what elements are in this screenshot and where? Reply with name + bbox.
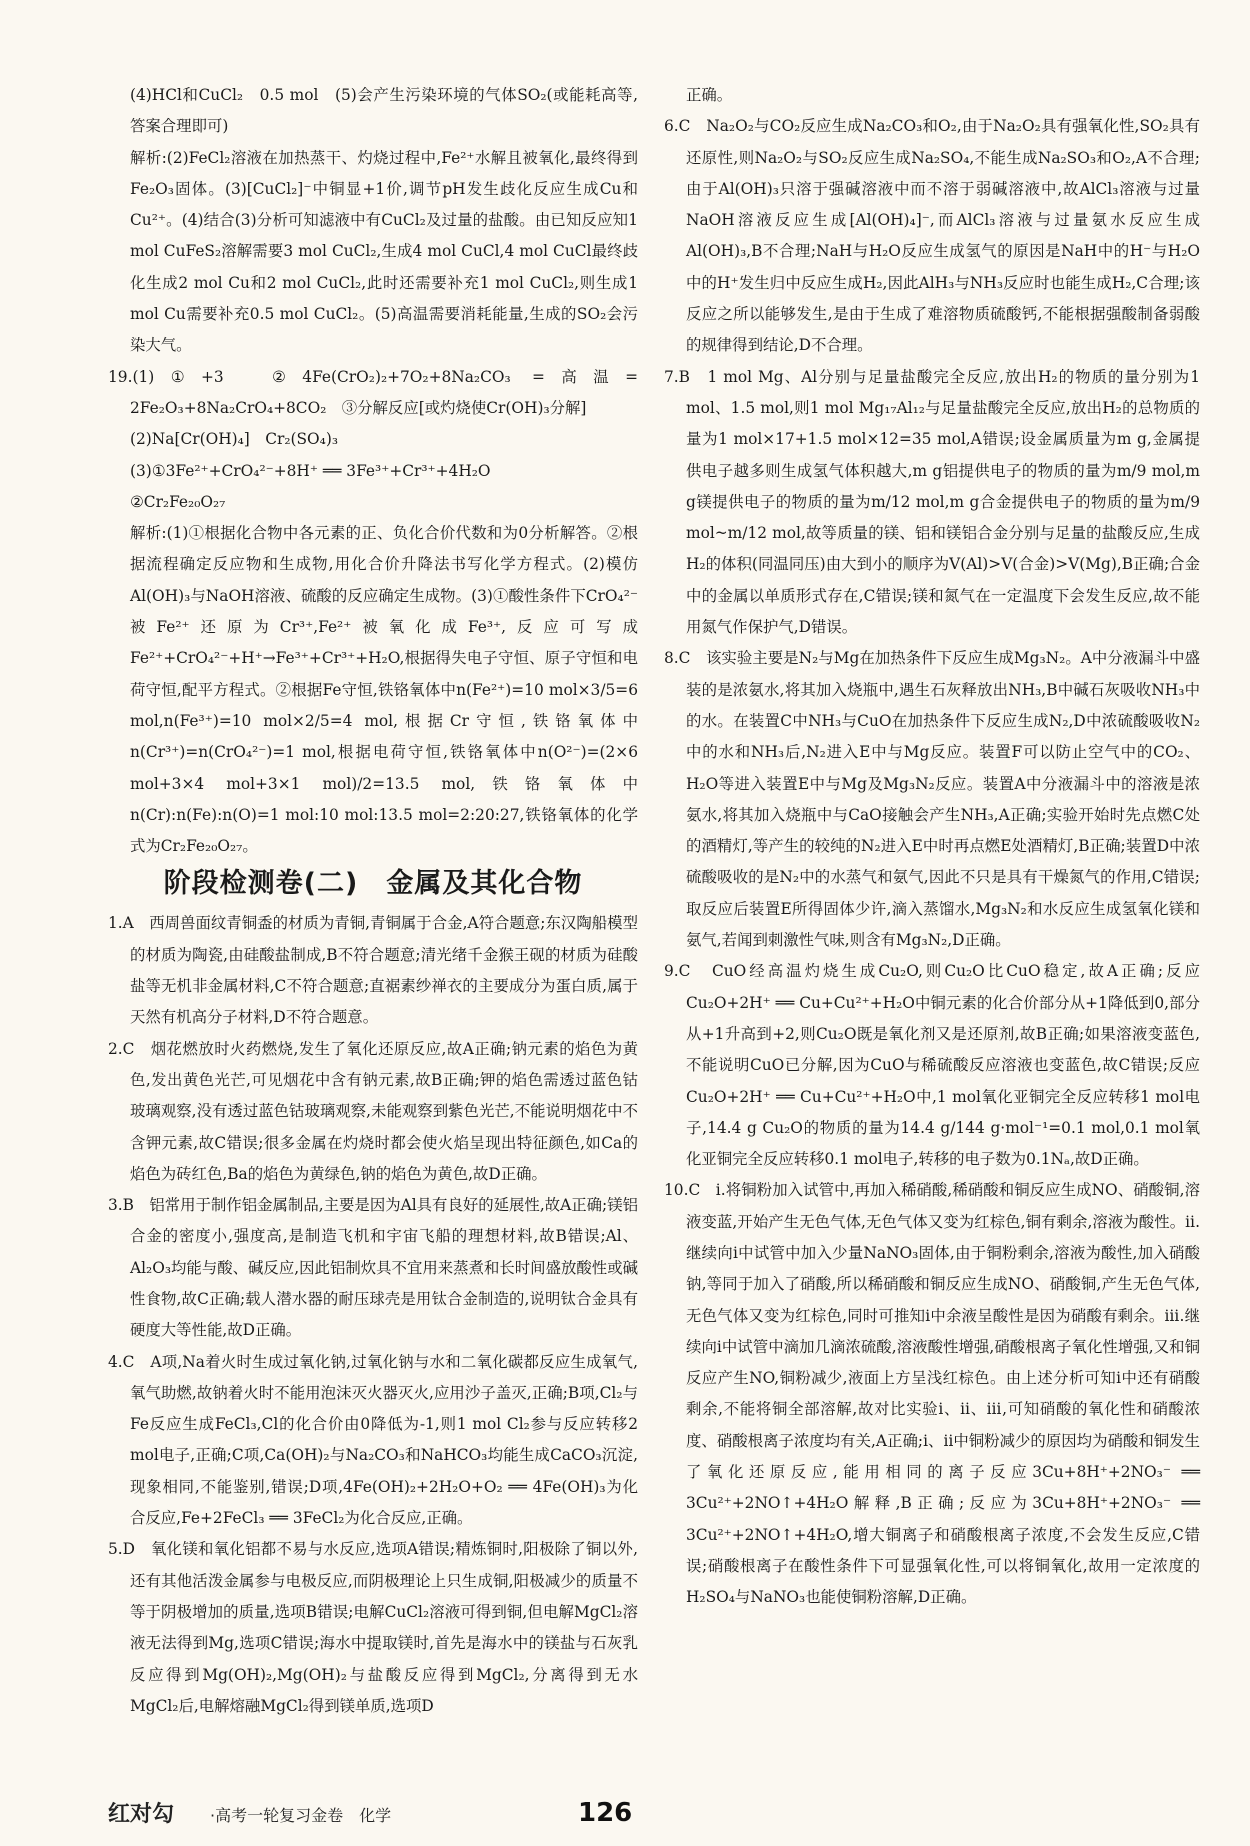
answer-paragraph: (2)Na[Cr(OH)₄] Cr₂(SO₄)₃ xyxy=(130,430,339,449)
right-column xyxy=(664,80,1205,1614)
question-6-answer: 6.C Na₂O₂与CO₂反应生成Na₂CO₃和O₂,由于Na₂O₂具有强氧化性,SO₂具有还原性,则Na₂O₂与SO₂反应生成Na₂SO₄,不能生成Na₂SO₃和O₂,A不合理;由于Al(OH)₃只溶于强碱溶液中而不溶于弱碱溶液中,故AlCl₃溶液与过量NaOH溶液反应生成[Al(OH)₄]⁻,而AlCl₃溶液与过量氨水反应生成Al(OH)₃,B不合理;NaH与H₂O反应生成氢气的原因是NaH中的H⁻与H₂O中的H⁺发生归中反应生成H₂,因此AlH₃与NH₃反应时也能生成H₂,C合理;该反应之所以能够发生,是由于生成了难溶物质硫酸钙,不能根据强酸制备弱酸的规律得到结论,D不合理。 xyxy=(664,117,1200,355)
analysis-paragraph: 解析:(1)①根据化合物中各元素的正、负化合价代数和为0分析解答。②根据流程确定反应物和生成物,用化合价升降法书写化学方程式。(2)模仿Al(OH)₃与NaOH溶液、硫酸的反应确定生成物。(3)①酸性条件下CrO₄²⁻被Fe²⁺还原为Cr³⁺,Fe²⁺被氧化成Fe³⁺,反应可写成Fe²⁺+CrO₄²⁻+H⁺→Fe³⁺+Cr³⁺+H₂O,根据得失电子守恒、原子守恒和电荷守恒,配平方程式。②根据Fe守恒,铁铬氧体中n(Fe²⁺)=10 mol×3/5=6 mol,n(Fe³⁺)=10 mol×2/5=4 mol,根据Cr守恒,铁铬氧体中n(Cr³⁺)=n(CrO₄²⁻)=1 mol,根据电荷守恒,铁铬氧体中n(O²⁻)=(2×6 mol+3×4 mol+3×1 mol)/2=13.5 mol,铁铬氧体中n(Cr):n(Fe):n(O)=1 mol:10 mol:13.5 mol=2:20:27,铁铬氧体的化学式为Cr₂Fe₂₀O₂₇。 xyxy=(130,524,643,856)
analysis-paragraph: 解析:(2)FeCl₂溶液在加热蒸干、灼烧过程中,Fe²⁺水解且被氧化,最终得到Fe₂O₃固体。(3)[CuCl₂]⁻中铜显+1价,调节pH发生歧化反应生成Cu和Cu²⁺。(4)结合(3)分析可知滤液中有CuCl₂及过量的盐酸。由已知反应知1 mol CuFeS₂溶解需要3 mol CuCl₂,生成4 mol CuCl,4 mol CuCl最终歧化生成2 mol Cu和2 mol CuCl₂,此时还需要补充1 mol CuCl₂,则生成1 mol Cu需要补充0.5 mol CuCl₂。(5)高温需要消耗能量,生成的SO₂会污染大气。 xyxy=(130,148,643,355)
page-number: 126 xyxy=(578,1798,633,1828)
question-9-answer: 9.C CuO经高温灼烧生成Cu₂O,则Cu₂O比CuO稳定,故A正确;反应Cu₂O+2H⁺ ══ Cu+Cu²⁺+H₂O中铜元素的化合价部分从+1降低到0,部分从+1升高到+2,则Cu₂O既是氧化剂又是还原剂,故B正确;如果溶液变蓝色,不能说明CuO已分解,因为CuO与稀硫酸反应溶液也变蓝色,故C错误;反应Cu₂O+2H⁺ ══ Cu+Cu²⁺+H₂O中,1 mol氧化亚铜完全反应转移1 mol电子,14.4 g Cu₂O的物质的量为14.4 g/144 g·mol⁻¹=0.1 mol,0.1 mol氧化亚铜完全反应转移0.1 mol电子,转移的电子数为0.1Nₐ,故D正确。 xyxy=(664,962,1200,1169)
left-column xyxy=(108,80,643,1722)
answer-continuation: 正确。 xyxy=(686,86,733,104)
question-3-answer: 3.B 铝常用于制作铝金属制品,主要是因为Al具有良好的延展性,故A正确;镁铝合金的密度小,强度高,是制造飞机和宇宙飞船的理想材料,故B错误;Al、Al₂O₃均能与酸、碱反应,因此铝制炊具不宜用来蒸煮和长时间盛放酸性或碱性食物,故C正确;载人潜水器的耐压球壳是用钛合金制造的,说明钛合金具有硬度大等性能,故D正确。 xyxy=(108,1196,638,1340)
page-footer xyxy=(108,1800,1200,1830)
book-title: ·高考一轮复习金卷 化学 xyxy=(210,1806,392,1825)
question-10-answer: 10.C ⅰ.将铜粉加入试管中,再加入稀硝酸,稀硝酸和铜反应生成NO、硝酸铜,溶液变蓝,开始产生无色气体,无色气体又变为红棕色,铜有剩余,溶液为酸性。ⅱ.继续向ⅰ中试管中加入少量NaNO₃固体,由于铜粉剩余,溶液为酸性,加入硝酸钠,等同于加入了硝酸,所以稀硝酸和铜反应生成NO、硝酸铜,产生无色气体,无色气体又变为红棕色,同时可推知ⅰ中余液呈酸性是因为硝酸有剩余。ⅲ.继续向ⅰ中试管中滴加几滴浓硫酸,溶液酸性增强,硝酸根离子氧化性增强,又和铜反应产生NO,铜粉减少,液面上方呈浅红棕色。由上述分析可知ⅰ中还有硝酸剩余,不能将铜全部溶解,故对比实验ⅰ、ⅱ、ⅲ,可知硝酸的氧化性和硝酸浓度、硝酸根离子浓度均有关,A正确;ⅰ、ⅱ中铜粉减少的原因均为硝酸和铜发生了氧化还原反应,能用相同的离子反应3Cu+8H⁺+2NO₃⁻ ══ 3Cu²⁺+2NO↑+4H₂O解释,B正确;反应为3Cu+8H⁺+2NO₃⁻ ══ 3Cu²⁺+2NO↑+4H₂O,增大铜离子和硝酸根离子浓度,不会发生反应,C错误;硝酸根离子在酸性条件下可显强氧化性,可以将铜氧化,故用一定浓度的H₂SO₄与NaNO₃也能使铜粉溶解,D正确。 xyxy=(664,1181,1205,1607)
answer-paragraph: (4)HCl和CuCl₂ 0.5 mol (5)会产生污染环境的气体SO₂(或能耗高等,答案合理即可) xyxy=(130,86,638,136)
brand-logo: 红对勾 xyxy=(108,1802,175,1827)
question-7-answer: 7.B 1 mol Mg、Al分别与足量盐酸完全反应,放出H₂的物质的量分别为1 mol、1.5 mol,则1 mol Mg₁₇Al₁₂与足量盐酸完全反应,放出H₂的总物质的量为1 mol×17+1.5 mol×12=35 mol,A错误;设金属质量为m g,金属提供电子越多则生成氢气体积越大,m g铝提供电子的物质的量为m/9 mol,m g镁提供电子的物质的量为m/12 mol,m g合金提供电子的物质的量为m/9 mol~m/12 mol,故等质量的镁、铝和镁铝合金分别与足量的盐酸反应,生成H₂的体积(同温同压)由大到小的顺序为V(Al)>V(合金)>V(Mg),B正确;合金中的金属以单质形式存在,C错误;镁和氮气在一定温度下会发生反应,故不能用氮气作保护气,D错误。 xyxy=(664,367,1205,637)
answer-paragraph: ②Cr₂Fe₂₀O₂₇ xyxy=(130,492,226,511)
answer-paragraph: (3)①3Fe²⁺+CrO₄²⁻+8H⁺ ══ 3Fe³⁺+Cr³⁺+4H₂O xyxy=(130,461,491,480)
question-8-answer: 8.C 该实验主要是N₂与Mg在加热条件下反应生成Mg₃N₂。A中分液漏斗中盛装的是浓氨水,将其加入烧瓶中,遇生石灰释放出NH₃,B中碱石灰吸收NH₃中的水。在装置C中NH₃与CuO在加热条件下反应生成N₂,D中浓硫酸吸收N₂中的水和NH₃后,N₂进入E中与Mg反应。装置F可以防止空气中的CO₂、H₂O等进入装置E中与Mg及Mg₃N₂反应。装置A中分液漏斗中的溶液是浓氨水,将其加入烧瓶中与CaO接触会产生NH₃,A正确;实验开始时先点燃C处的酒精灯,等产生的较纯的N₂进入E中时再点燃E处酒精灯,B正确;装置D中浓硫酸吸收的是N₂中的水蒸气和氨气,因此不只是具有干燥氮气的作用,C错误;取反应后装置E所得固体少许,滴入蒸馏水,Mg₃N₂和水反应生成氢氧化镁和氨气,若闻到刺激性气味,则含有Mg₃N₂,D正确。 xyxy=(664,649,1200,950)
section-title: 阶段检测卷(二) 金属及其化合物 xyxy=(163,868,583,900)
question-2-answer: 2.C 烟花燃放时火药燃烧,发生了氧化还原反应,故A正确;钠元素的焰色为黄色,发出黄色光芒,可见烟花中含有钠元素,故B正确;钾的焰色需透过蓝色钴玻璃观察,没有透过蓝色钴玻璃观察,未能观察到紫色光芒,不能说明烟花中不含钾元素,故C错误;很多金属在灼烧时都会使火焰呈现出特征颜色,如Ca的焰色为砖红色,Ba的焰色为黄绿色,钠的焰色为黄色,故D正确。 xyxy=(108,1039,638,1183)
question-1-answer: 1.A 西周兽面纹青铜盉的材质为青铜,青铜属于合金,A符合题意;东汉陶船模型的材质为陶瓷,由硅酸盐制成,B不符合题意;清光绪千金猴王砚的材质为硅酸盐等无机非金属材料,C不符合题意;直裾素纱禅衣的主要成分为蛋白质,属于天然有机高分子材料,D不符合题意。 xyxy=(108,914,638,1027)
question-4-answer: 4.C A项,Na着火时生成过氧化钠,过氧化钠与水和二氧化碳都反应生成氧气,氧气助燃,故钠着火时不能用泡沫灭火器灭火,应用沙子盖灭,正确;B项,Cl₂与Fe反应生成FeCl₃,Cl的化合价由0降低为-1,则1 mol Cl₂参与反应转移2 mol电子,正确;C项,Ca(OH)₂与Na₂CO₃和NaHCO₃均能生成CaCO₃沉淀,现象相同,不能鉴别,错误;D项,4Fe(OH)₂+2H₂O+O₂ ══ 4Fe(OH)₃为化合反应,Fe+2FeCl₃ ══ 3FeCl₂为化合反应,正确。 xyxy=(108,1352,643,1528)
question-19-answer: 19.(1)①+3 ②4Fe(CrO₂)₂+7O₂+8Na₂CO₃ =高温= 2Fe₂O₃+8Na₂CrO₄+8CO₂ ③分解反应[或灼烧使Cr(OH)₃分解] xyxy=(108,367,643,417)
question-5-answer: 5.D 氧化镁和氧化铝都不易与水反应,选项A错误;精炼铜时,阳极除了铜以外,还有其他活泼金属参与电极反应,而阴极理论上只生成铜,阳极减少的质量不等于阴极增加的质量,选项B错误;电解CuCl₂溶液可得到铜,但电解MgCl₂溶液无法得到Mg,选项C错误;海水中提取镁时,首先是海水中的镁盐与石灰乳反应得到Mg(OH)₂,Mg(OH)₂与盐酸反应得到MgCl₂,分离得到无水MgCl₂后,电解熔融MgCl₂得到镁单质,选项D xyxy=(108,1540,638,1715)
